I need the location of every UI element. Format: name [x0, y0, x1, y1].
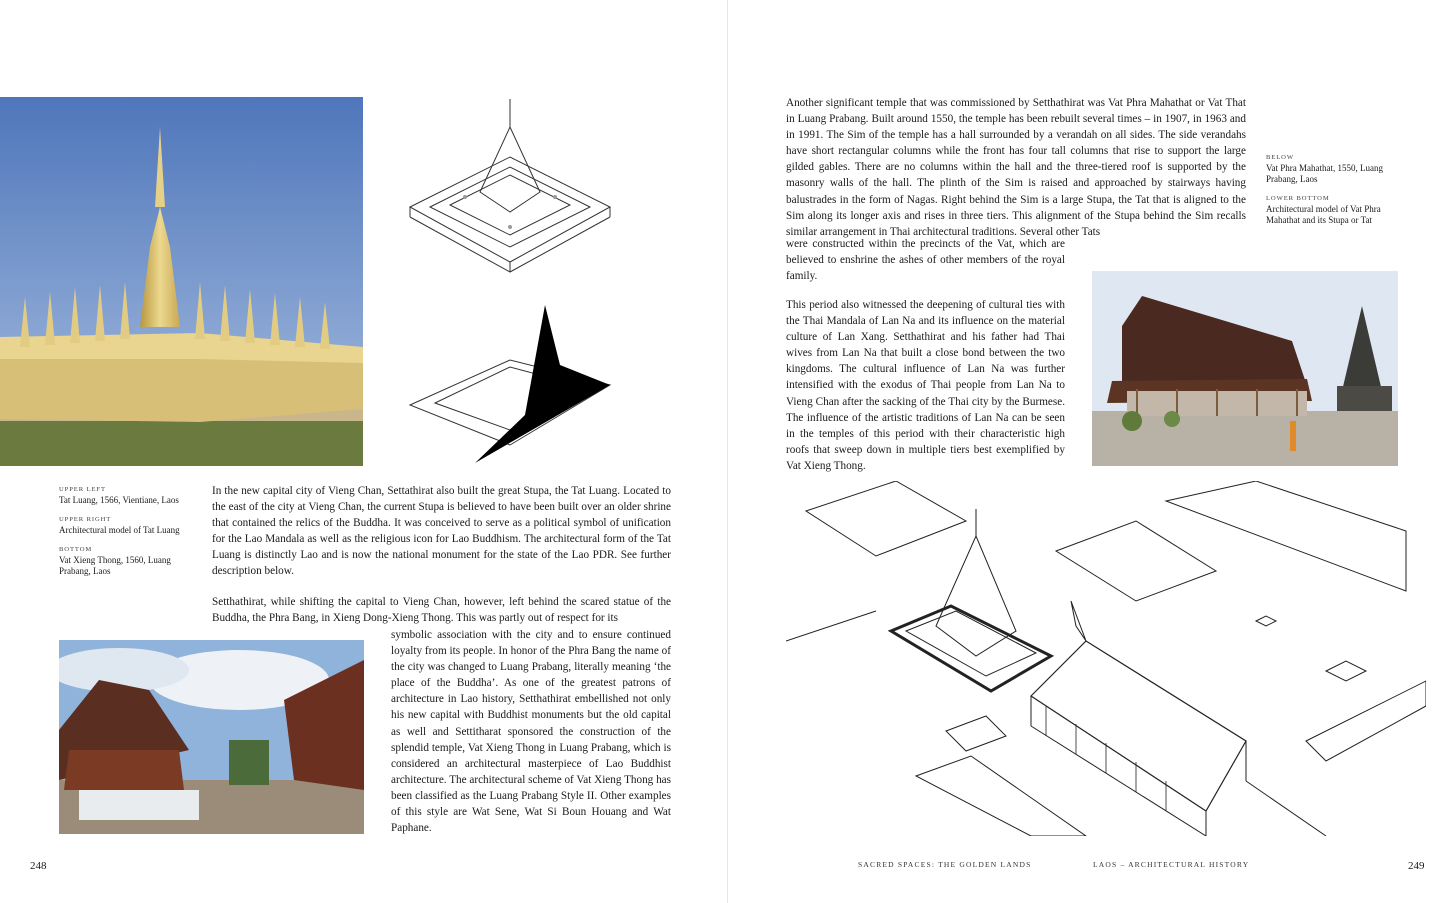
- caption-bottom: [59, 546, 204, 577]
- running-head-left: SACRED SPACES: THE GOLDEN LANDS: [858, 860, 1032, 869]
- caption-text: Architectural model of Tat Luang: [59, 525, 180, 535]
- caption-position: LOWER BOTTOM: [1266, 195, 1330, 202]
- caption-position: BOTTOM: [59, 546, 93, 553]
- caption-lower-bottom: [1266, 195, 1416, 226]
- caption-below: [1266, 154, 1416, 185]
- caption-upper-right: [59, 516, 204, 536]
- right-paragraph-1: Another significant temple that was commissioned by Setthathirat was Vat Phra Mahathat or Vat That in Luang Prabang. Built around 1550, the temple has been rebuilt several times – in 1907, in 1963 and in 1991. The Sim of the temple has a hall surrounded by a verandah on all sides. The side verandahs have short rectangular columns while the front has four tall columns that rise to support the large gilded gables. There are no columns within the hall and the three-tiered roof is supported by the masonry walls of the hall. The plinth of the Sim is raised and approached by stairways having balustrades in the form of Nagas. Right behind the Sim is a large Stupa, the Tat that is aligned to the Sim along its longer axis and rises in three tiers. This alignment of the Stupa behind the Sim recalls similar arrangement in Thai architectural traditions. Several other Tats: [786, 97, 1246, 238]
- left-page-number: 248: [30, 860, 47, 872]
- photo-vat-xieng-thong: [59, 640, 364, 834]
- right-caption-column: [1266, 154, 1416, 236]
- model-tat-luang-lower: [405, 305, 615, 465]
- running-head-right: LAOS – ARCHITECTURAL HISTORY: [1093, 860, 1250, 869]
- caption-text: Architectural model of Vat Phra Mahathat and its Stupa or Tat: [1266, 204, 1381, 225]
- left-caption-column: [59, 486, 204, 587]
- photo-tat-luang: [0, 97, 363, 466]
- caption-text: Tat Luang, 1566, Vientiane, Laos: [59, 495, 179, 505]
- caption-text: Vat Xieng Thong, 1560, Luang Prabang, Laos: [59, 555, 171, 576]
- right-paragraph-1-narrow: were constructed within the precincts of the Vat, which are believed to enshrine the ashes of other members of the royal family.: [786, 238, 1065, 283]
- left-paragraph-2-top: Setthathirat, while shifting the capital to Vieng Chan, however, left behind the scared statue of the Buddha, the Phra Bang, in Xieng Dong-Xieng Thong. This was partly out of respect for its: [212, 596, 671, 625]
- right-paragraph-2: This period also witnessed the deepening of cultural ties with the Thai Mandala of Lan Na and its influence on the material culture of Lan Xang. Setthathirat and his father had Thai wives from Lan Na that built a close bond between the two kingdoms. The cultural influence of Lan Na was further intensified with the exodus of Thai people from Lan Na to Vieng Chan after the sacking of the Thai city by the Burmese. The influence of the artistic traditions of Lan Na can be seen in the temples of this period with their characteristic high roofs that sweep down in multiple tiers best exemplified by Vat Xieng Thong.: [786, 299, 1065, 472]
- left-paragraph-1: In the new capital city of Vieng Chan, Settathirat also built the great Stupa, the Tat Luang. Located to the east of the city at Vieng Chan, the current Stupa is believed to have been built over an older shrine that contained the relics of the Buddha. It was conceived to serve as a political symbol of unification for the Lao Mandala as well as the religious icon for Lao Buddhism. The architectural form of the Tat Luang is distinctly Lao and is now the national monument for the state of the Lao PDR. See further description below.: [212, 485, 671, 578]
- page-gutter: [727, 0, 728, 903]
- photo-vat-phra-mahathat: [1092, 271, 1398, 466]
- right-page-number: 249: [1408, 860, 1425, 872]
- caption-position: BELOW: [1266, 154, 1294, 161]
- caption-position: UPPER RIGHT: [59, 516, 112, 523]
- model-vat-phra-mahathat: [786, 481, 1426, 836]
- caption-position: UPPER LEFT: [59, 486, 106, 493]
- caption-text: Vat Phra Mahathat, 1550, Luang Prabang, Laos: [1266, 163, 1383, 184]
- left-paragraph-2-rest: symbolic association with the city and to ensure continued loyalty from its people. In honor of the Phra Bang the name of the city was changed to Luang Prabang, literally meaning ‘the place of the Buddha’. As one of the greatest patrons of architecture in Lao history, Setthathirat embellished not only his new capital with Buddhist monuments but the old capital as well and Settitharat sponsored the construction of the splendid temple, Vat Xieng Thong in Luang Prabang, which is considered an architectural masterpiece of Lao Buddhist architecture. The architectural scheme of Vat Xieng Thong has been classified as the Luang Prabang Style II. Other examples of this style are Wat Sene, Wat Si Boun Houang and Wat Paphane.: [391, 629, 671, 835]
- caption-upper-left: [59, 486, 204, 506]
- model-tat-luang-upper: [405, 97, 615, 287]
